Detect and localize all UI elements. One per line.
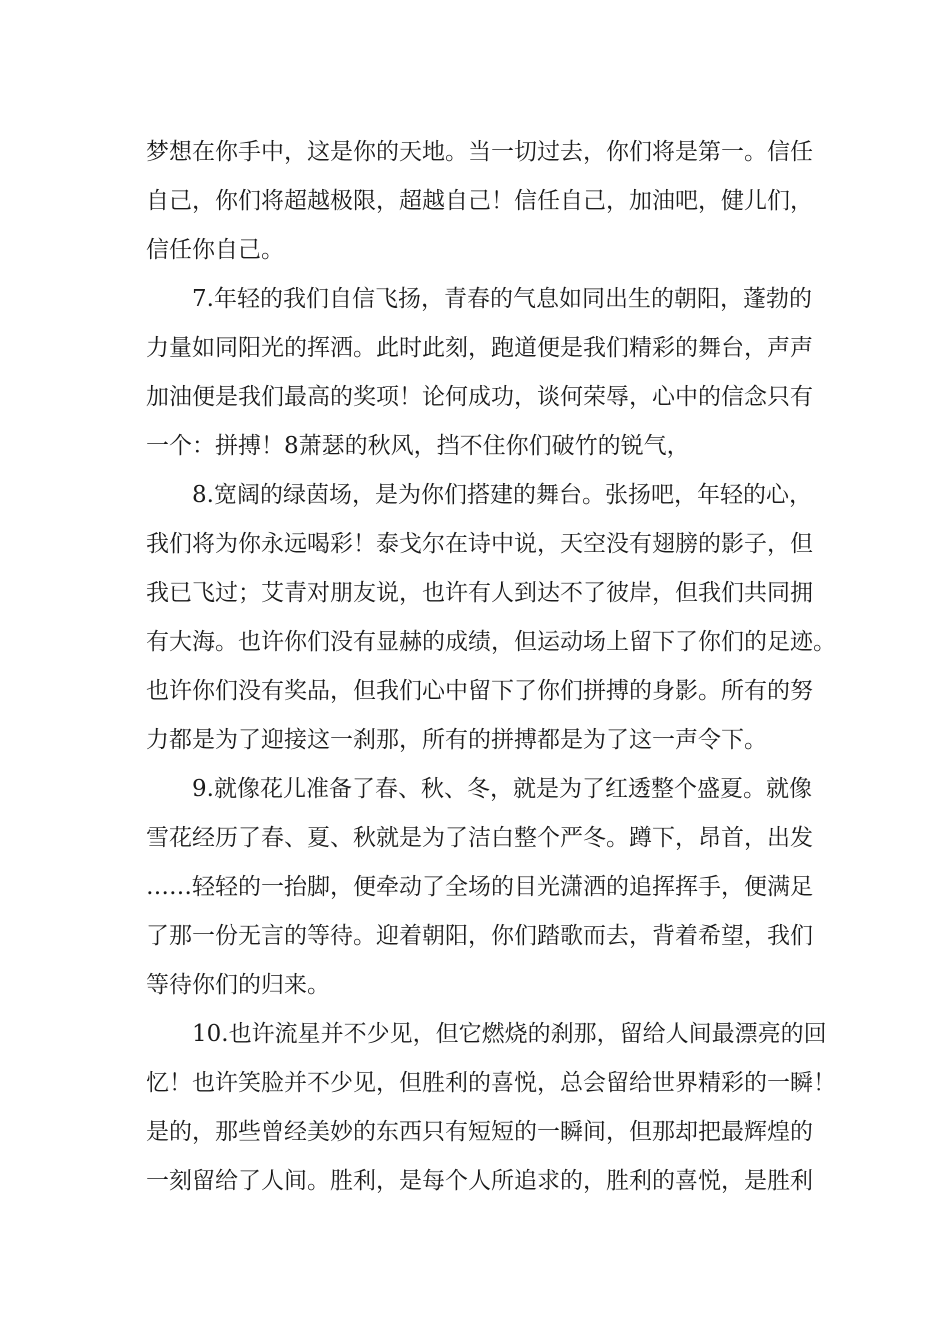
text-line: 我已飞过；艾青对朋友说，也许有人到达不了彼岸，但我们共同拥 <box>146 580 813 606</box>
text-line: 7.年轻的我们自信飞扬，青春的气息如同出生的朝阳，蓬勃的 <box>192 286 812 312</box>
text-line: 也许你们没有奖品，但我们心中留下了你们拼搏的身影。所有的努 <box>146 678 813 704</box>
text-line: 加油便是我们最高的奖项！论何成功，谈何荣辱，心中的信念只有 <box>146 384 813 410</box>
text-line: 9.就像花儿准备了春、秋、冬，就是为了红透整个盛夏。就像 <box>192 776 812 802</box>
text-line: 梦想在你手中，这是你的天地。当一切过去，你们将是第一。信任 <box>146 139 813 165</box>
text-line: 力量如同阳光的挥洒。此时此刻，跑道便是我们精彩的舞台，声声 <box>146 335 813 361</box>
text-line: 我们将为你永远喝彩！泰戈尔在诗中说，天空没有翅膀的影子，但 <box>146 531 813 557</box>
text-line: 信任你自己。 <box>146 237 284 263</box>
text-line: 8.宽阔的绿茵场，是为你们搭建的舞台。张扬吧，年轻的心， <box>192 482 812 508</box>
text-line: 自己，你们将超越极限，超越自己！信任自己，加油吧，健儿们， <box>146 188 813 214</box>
text-line: 有大海。也许你们没有显赫的成绩，但运动场上留下了你们的足迹。 <box>146 629 836 655</box>
text-line: 了那一份无言的等待。迎着朝阳，你们踏歌而去，背着希望，我们 <box>146 923 813 949</box>
text-line: 一刻留给了人间。胜利，是每个人所追求的，胜利的喜悦，是胜利 <box>146 1168 813 1194</box>
text-line: ……轻轻的一抬脚，便牵动了全场的目光潇洒的追挥挥手，便满足 <box>146 874 813 900</box>
text-line: 力都是为了迎接这一刹那，所有的拼搏都是为了这一声令下。 <box>146 727 767 753</box>
text-line: 忆！也许笑脸并不少见，但胜利的喜悦，总会留给世界精彩的一瞬！ <box>146 1070 836 1096</box>
text-line: 是的，那些曾经美妙的东西只有短短的一瞬间，但那却把最辉煌的 <box>146 1119 813 1145</box>
text-line: 10.也许流星并不少见，但它燃烧的刹那，留给人间最漂亮的回 <box>192 1021 827 1047</box>
text-line: 等待你们的归来。 <box>146 972 330 998</box>
document-body <box>146 128 836 1206</box>
text-line: 雪花经历了春、夏、秋就是为了洁白整个严冬。蹲下，昂首，出发 <box>146 825 813 851</box>
text-line: 一个：拼搏！8萧瑟的秋风，挡不住你们破竹的锐气， <box>146 433 690 459</box>
